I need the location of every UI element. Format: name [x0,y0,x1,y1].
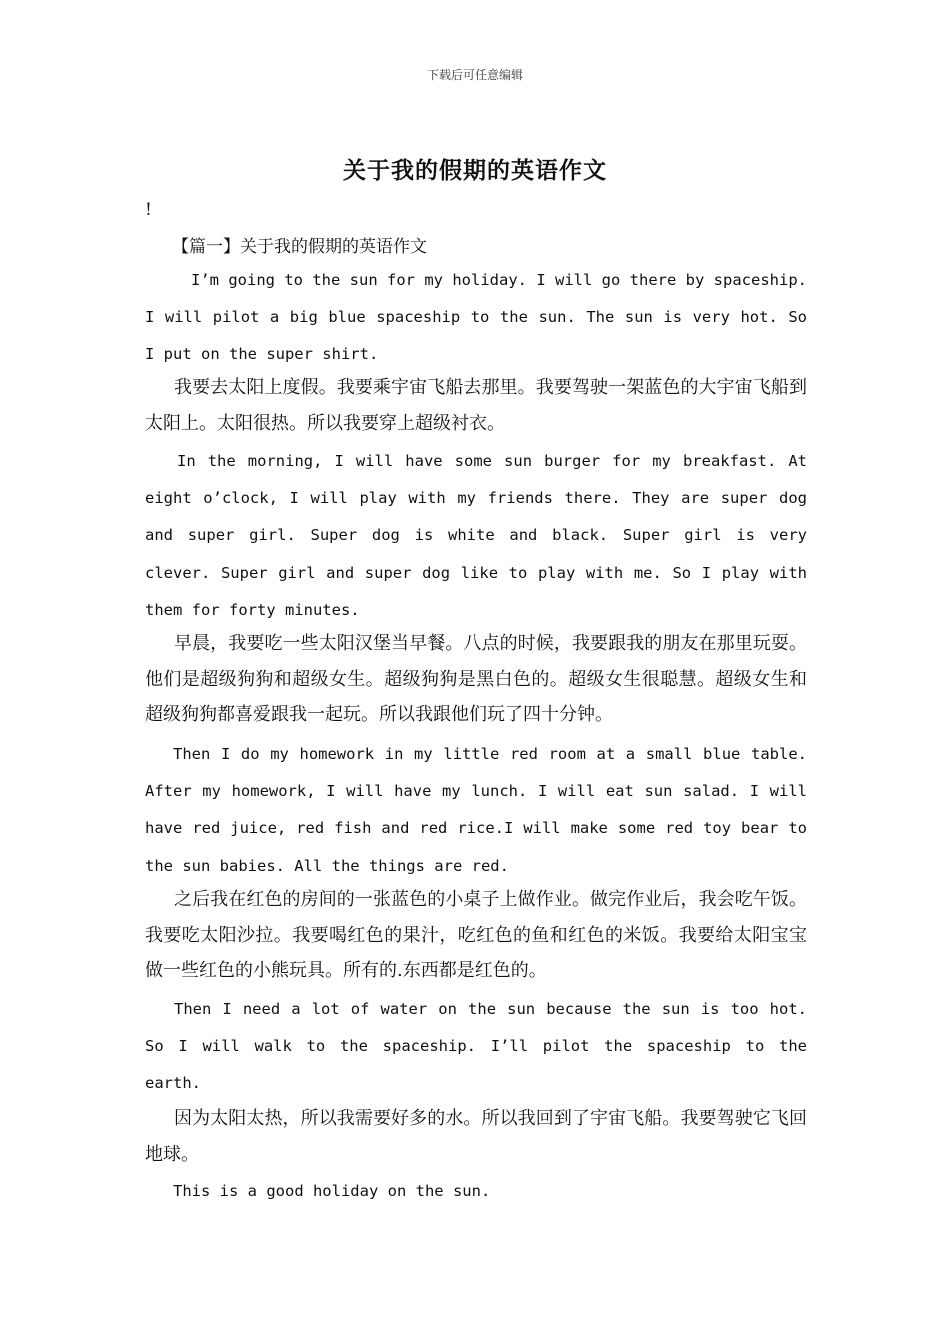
paragraph-text: Then I need a lot of water on the sun because the sun is too hot. So I will walk to the spaceship. I’ll pilot the spaceship to the earth. [145,1000,807,1093]
paragraph-chinese-1 [145,370,807,441]
page-title: 关于我的假期的英语作文 [343,157,607,184]
exclamation-mark: ! [145,200,152,220]
paragraph-english-4 [145,991,807,1103]
paragraph-chinese-2 [145,626,807,733]
paragraph-chinese-3 [145,882,807,989]
paragraph-text: Then I do my homework in my little red room at a small blue table. After my homework, I will have my lunch. I will eat sun salad. I will have red juice, red fish and red rice.I will make some red toy bear to the sun babies. All the things are red. [145,745,807,875]
paragraph-text: 早晨，我要吃一些太阳汉堡当早餐。八点的时候，我要跟我的朋友在那里玩耍。他们是超级狗狗和超级女生。超级狗狗是黑白色的。超级女生很聪慧。超级女生和超级狗狗都喜爱跟我一起玩。所以我跟他们玩了四十分钟。 [145,633,807,725]
header-note: 下载后可任意编辑 [426,68,523,82]
paragraph-text: In the morning, I will have some sun burger for my breakfast. At eight o’clock, I will play with my friends there. They are super dog and super girl. Super dog is white and black. Super girl is very clever. Super girl and super dog like to play with me. So I play with them for forty minutes. [145,452,807,619]
paragraph-english-1 [145,262,807,374]
paragraph-english-2 [145,443,807,629]
paragraph-text: 之后我在红色的房间的一张蓝色的小桌子上做作业。做完作业后，我会吃午饭。我要吃太阳沙拉。我要喝红色的果汁，吃红色的鱼和红色的米饭。我要给太阳宝宝做一些红色的小熊玩具。所有的.东西都是红色的。 [145,889,807,981]
section-heading: 【篇一】关于我的假期的英语作文 [172,237,427,257]
paragraph-text: 我要去太阳上度假。我要乘宇宙飞船去那里。我要驾驶一架蓝色的大宇宙飞船到太阳上。太阳很热。所以我要穿上超级衬衣。 [145,377,807,434]
paragraph-english-5 [145,1173,807,1210]
paragraph-chinese-4 [145,1101,807,1172]
paragraph-text: I’m going to the sun for my holiday. I will go there by spaceship. I will pilot a big blue spaceship to the sun. The sun is very hot. So I put on the super shirt. [145,271,807,364]
paragraph-text: This is a good holiday on the sun. [173,1182,491,1200]
paragraph-english-3 [145,736,807,885]
paragraph-text: 因为太阳太热，所以我需要好多的水。所以我回到了宇宙飞船。我要驾驶它飞回地球。 [145,1108,807,1165]
